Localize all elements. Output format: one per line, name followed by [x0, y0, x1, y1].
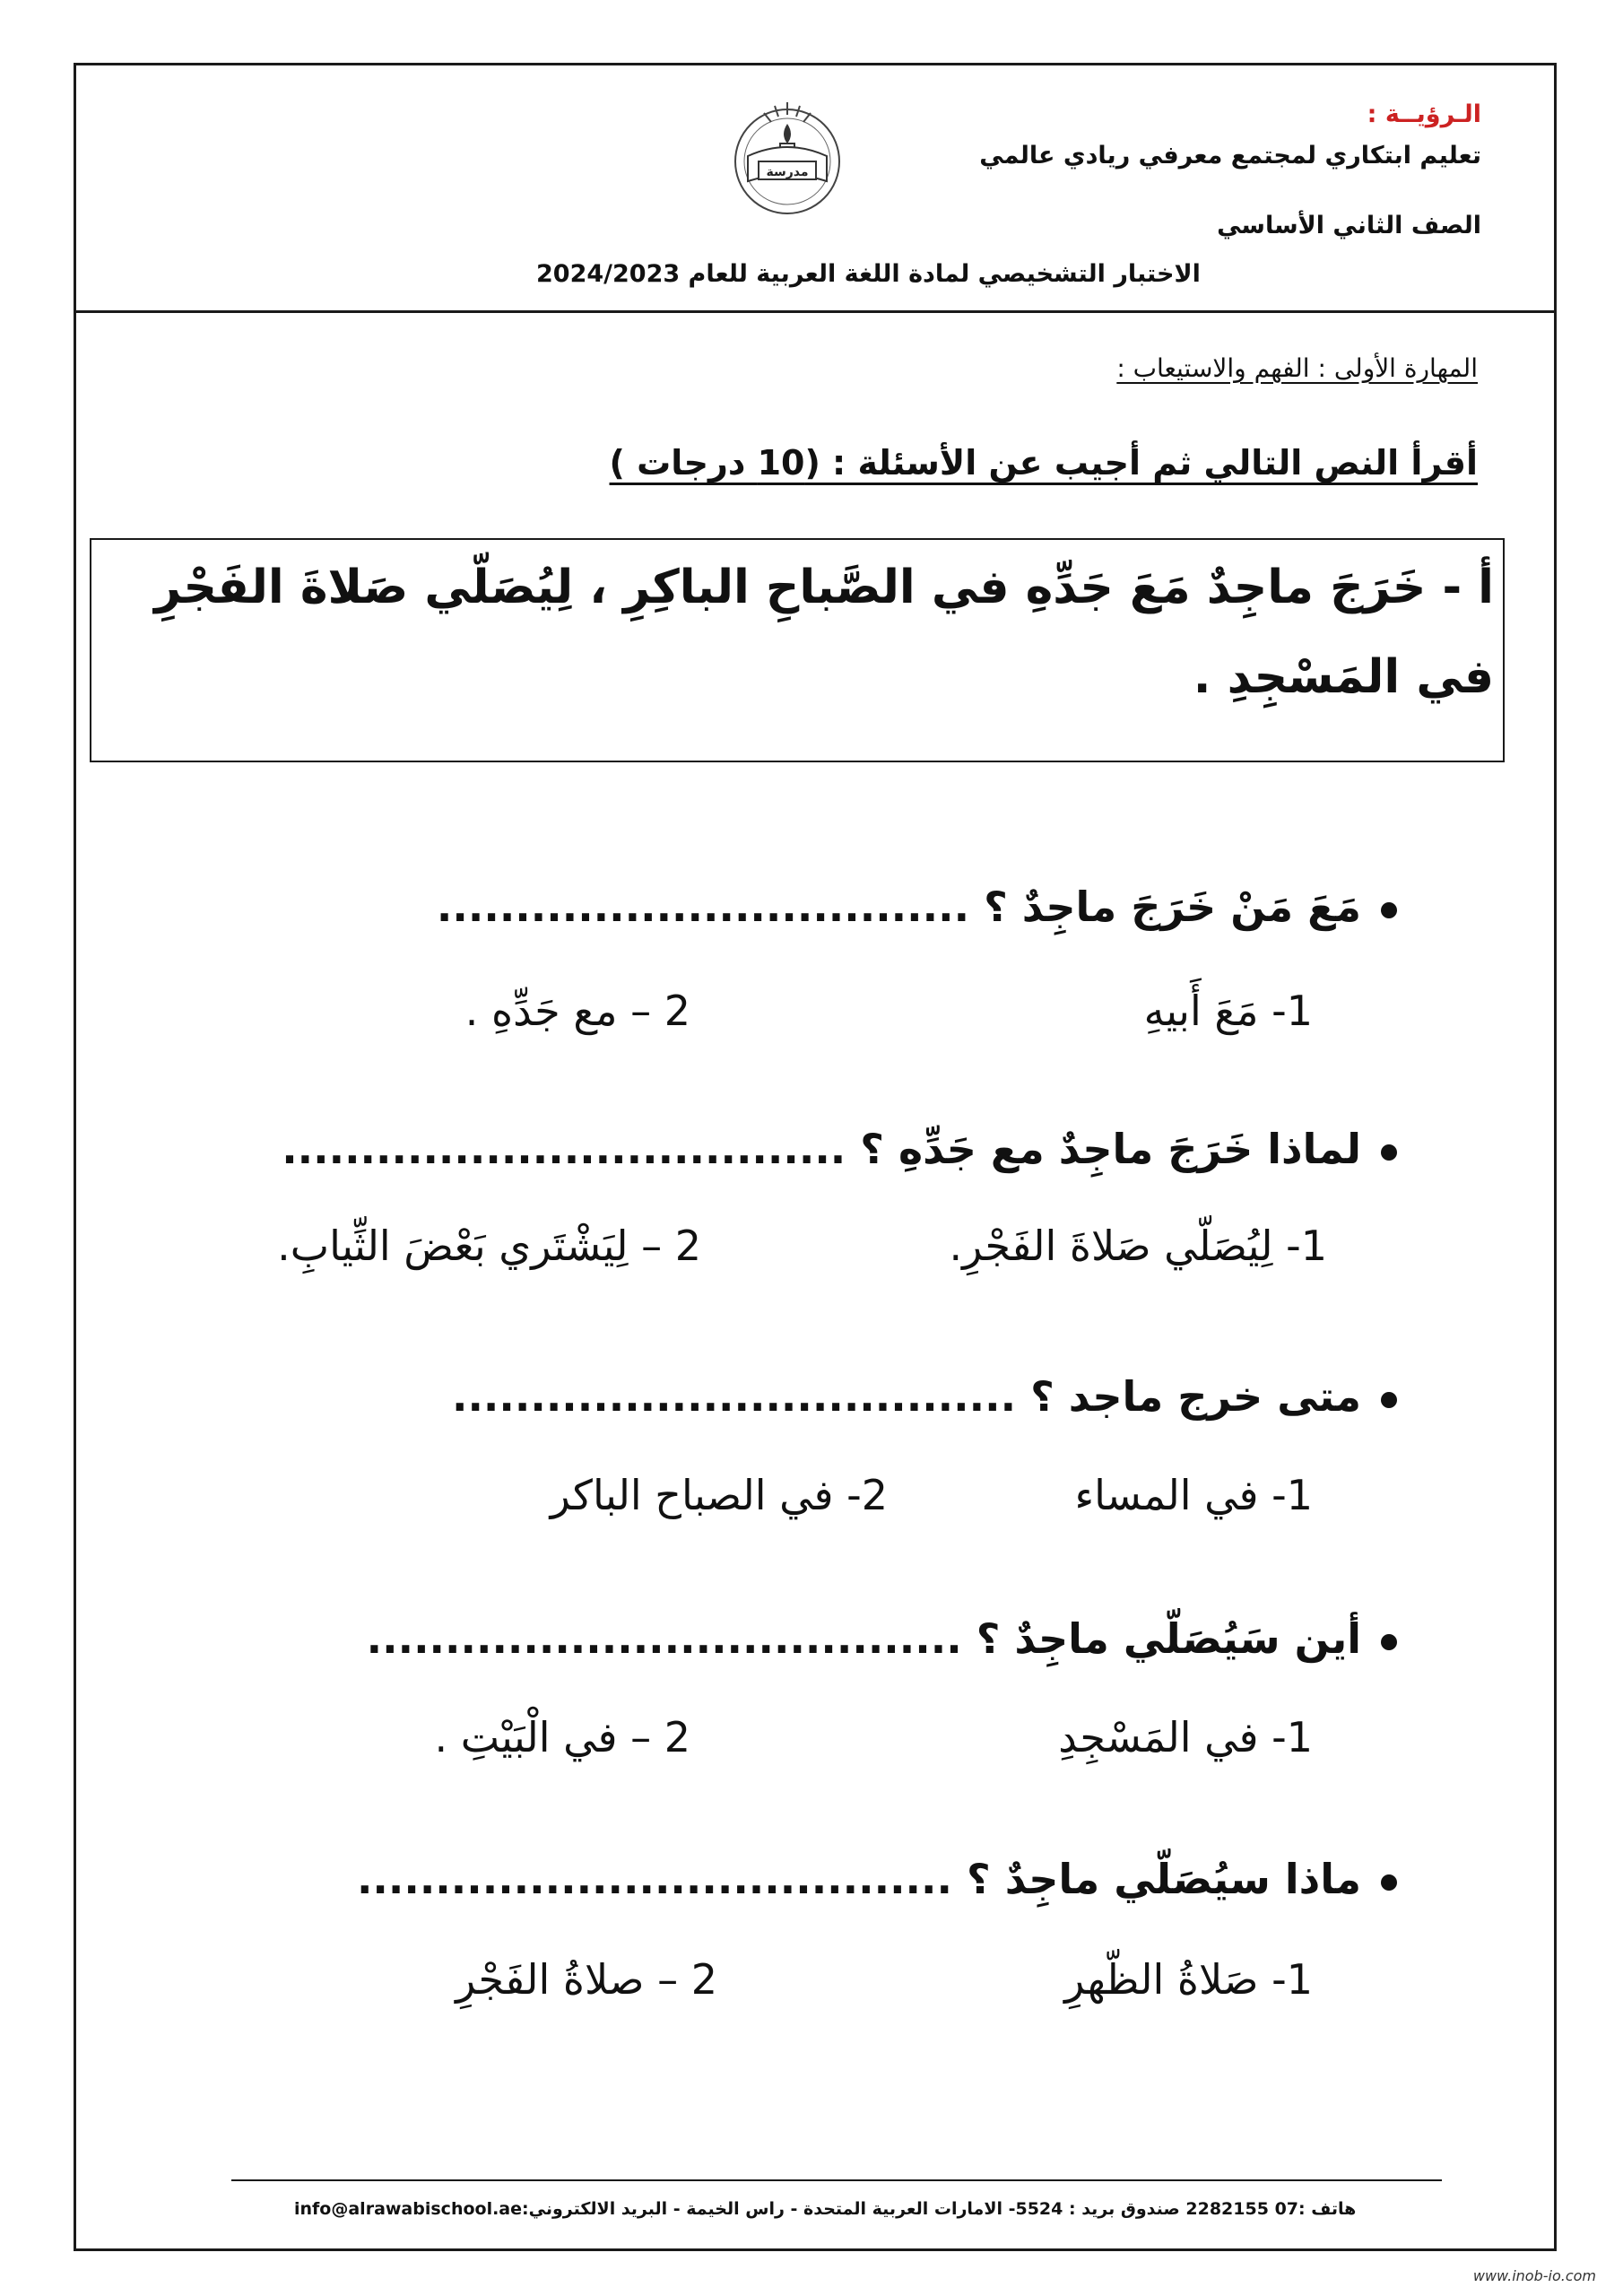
passage-line-1: أ - خَرَجَ ماجِدٌ مَعَ جَدِّهِ في الصَّباحِ الباكِرِ ، لِيُصَلّي صَلاةَ الفَجْرِ	[154, 561, 1494, 614]
q3-option-2[interactable]: 2- في الصباح الباكر	[550, 1471, 888, 1519]
answer-blank-5[interactable]: ......................................	[356, 1855, 952, 1903]
bullet-icon	[1381, 1874, 1397, 1891]
header-divider	[74, 310, 1557, 313]
question-3-text: متى خرج ماجد ؟	[1030, 1372, 1361, 1421]
question-4	[367, 1614, 1397, 1663]
q5-option-1[interactable]: 1- صَلاةُ الظّهرِ	[1064, 1955, 1313, 2004]
exam-title: الاختبار التشخيصي لمادة اللغة العربية للعام 2024/2023	[536, 260, 1201, 288]
answer-blank-1[interactable]: ..................................	[436, 883, 970, 931]
q4-option-2[interactable]: 2 – في الْبَيْتِ .	[434, 1713, 690, 1761]
answer-blank-4[interactable]: ......................................	[366, 1614, 962, 1663]
question-1-text: مَعَ مَنْ خَرَجَ ماجِدٌ ؟	[984, 883, 1361, 931]
vision-label: الـرؤيــة :	[1367, 100, 1481, 128]
school-logo	[725, 97, 850, 215]
question-1	[437, 883, 1397, 931]
question-5-text: ماذا سيُصَلّي ماجِدٌ ؟	[967, 1855, 1361, 1903]
answer-blank-2[interactable]: ....................................	[282, 1125, 846, 1173]
q1-option-1[interactable]: 1- مَعَ أَبيهِ	[1143, 987, 1313, 1035]
q4-option-1[interactable]: 1- في المَسْجِدِ	[1058, 1713, 1313, 1761]
question-2-text: لماذا خَرَجَ ماجِدٌ مع جَدِّهِ ؟	[860, 1125, 1361, 1173]
footer-contact: هاتف :07 2282155 صندوق بريد : 5524- الامارات العربية المتحدة - راس الخيمة - البريد الالكتروني:info@alrawabischool.ae	[294, 2199, 1357, 2219]
question-2	[282, 1125, 1397, 1173]
q2-option-1[interactable]: 1- لِيُصَلّي صَلاةَ الفَجْرِ.	[949, 1222, 1327, 1270]
q3-option-1[interactable]: 1- في المساء	[1074, 1471, 1313, 1519]
watermark: www.inob-io.com	[1472, 2267, 1596, 2284]
answer-blank-3[interactable]: ....................................	[451, 1372, 1017, 1421]
bullet-icon	[1381, 1144, 1397, 1161]
question-4-text: أين سَيُصَلّي ماجِدٌ ؟	[976, 1614, 1361, 1663]
vision-text: تعليم ابتكاري لمجتمع معرفي ريادي عالمي	[979, 142, 1481, 170]
bullet-icon	[1381, 1634, 1397, 1650]
question-5	[357, 1855, 1397, 1903]
q1-option-2[interactable]: 2 – مع جَدِّهِ .	[464, 987, 690, 1035]
grade-label: الصف الثاني الأساسي	[1217, 212, 1481, 239]
bullet-icon	[1381, 1392, 1397, 1408]
instruction: أقرأ النص التالي ثم أجيب عن الأسئلة : (10 درجات )	[609, 443, 1478, 483]
passage-line-2: في المَسْجِدِ .	[1193, 650, 1494, 704]
bullet-icon	[1381, 902, 1397, 918]
question-3	[452, 1372, 1397, 1421]
logo-label: مدرسة	[766, 165, 809, 179]
footer-divider	[231, 2179, 1442, 2181]
q5-option-2[interactable]: 2 – صلاةُ الفَجْرِ	[456, 1955, 717, 2004]
skill-title: المهارة الأولى : الفهم والاستيعاب :	[1116, 353, 1478, 383]
q2-option-2[interactable]: 2 – لِيَشْتَري بَعْضَ الثِّيابِ.	[277, 1222, 701, 1270]
